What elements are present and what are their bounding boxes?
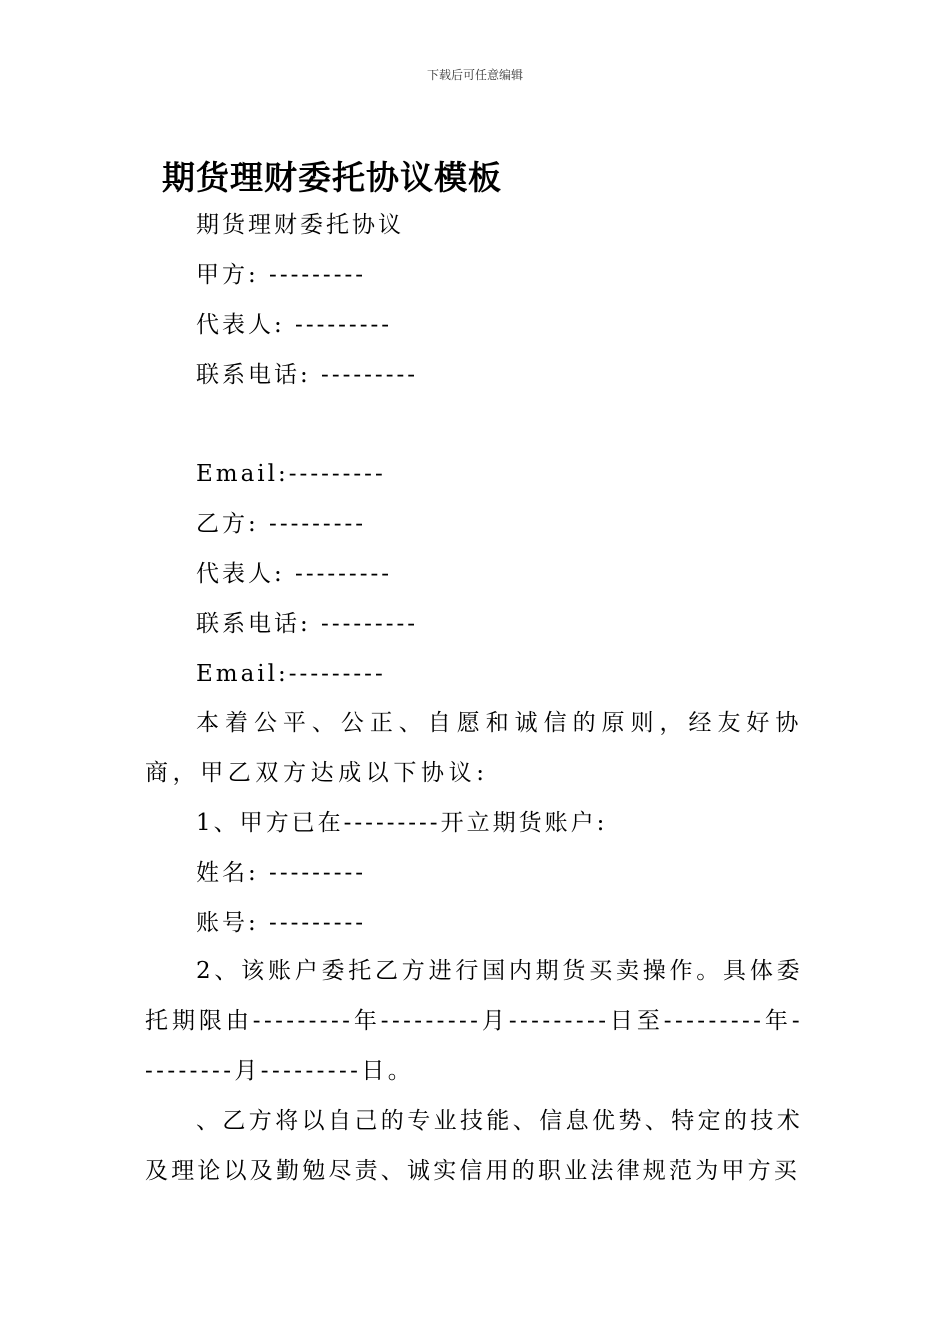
name-line: 姓名: ---------	[196, 860, 367, 886]
party-b-phone-line: 联系电话: ---------	[196, 611, 419, 637]
account-line: 账号: ---------	[196, 910, 367, 936]
clause-3: 、乙方将以自己的专业技能、信息优势、特定的技术及理论以及勤勉尽责、诚实信用的职业法律规范为甲方买	[145, 1108, 803, 1184]
party-b-email-line: Email:---------	[196, 661, 386, 687]
party-b-line: 乙方: ---------	[196, 511, 367, 537]
party-b-representative-line: 代表人: ---------	[196, 561, 393, 587]
intro-paragraph: 本着公平、公正、自愿和诚信的原则，经友好协商，甲乙双方达成以下协议:	[145, 710, 803, 786]
agreement-heading: 期货理财委托协议	[196, 212, 404, 238]
clause-1: 1、甲方已在---------开立期货账户:	[196, 810, 608, 836]
party-a-representative-line: 代表人: ---------	[196, 312, 393, 338]
party-a-email-line: Email:---------	[196, 461, 386, 487]
document-title: 期货理财委托协议模板	[162, 158, 502, 197]
party-a-line: 甲方: ---------	[196, 262, 367, 288]
party-a-phone-line: 联系电话: ---------	[196, 362, 419, 388]
header-note: 下载后可任意编辑	[426, 68, 523, 82]
clause-2: 2、该账户委托乙方进行国内期货买卖操作。具体委托期限由---------年---------月---------日至---------年---------月---------日。	[145, 958, 803, 1084]
